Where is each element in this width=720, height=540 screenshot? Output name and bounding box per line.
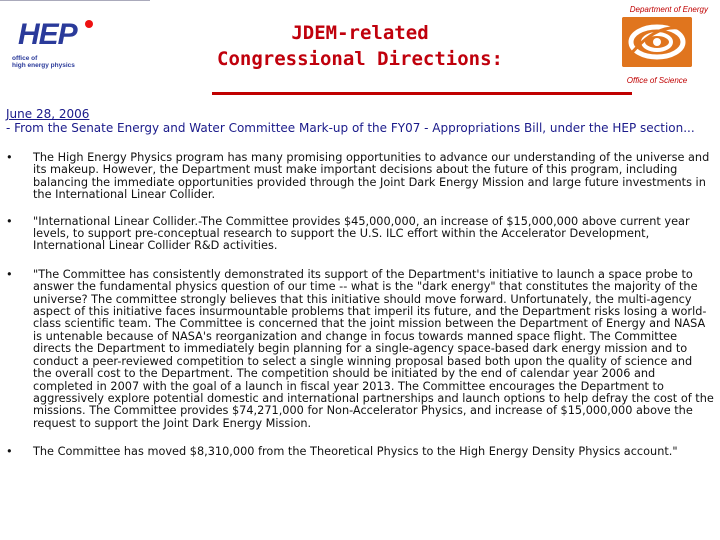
page-title [180, 20, 540, 72]
title-underline [212, 92, 632, 95]
bullet-text: The Committee has moved $8,310,000 from the Theoretical Physics to the High Energy Density Physics account." [33, 445, 678, 459]
office-of-science-logo [622, 17, 692, 67]
title-line-2: Congressional Directions: [217, 48, 503, 70]
bullet-icon: • [6, 267, 13, 281]
hep-logo [8, 14, 98, 70]
list-item [6, 446, 714, 458]
list-item [6, 216, 714, 253]
hep-logo-subtitle: office of high energy physics [12, 55, 75, 69]
top-rule [0, 0, 150, 1]
doe-label: Department of Energy [629, 5, 708, 14]
title-line-1: JDEM-related [291, 22, 429, 44]
hep-logo-text: HEP [18, 18, 77, 51]
office-of-science-label: Office of Science [626, 76, 688, 85]
bullet-text: "International Linear Collider.-The Committee provides $45,000,000, an increase of $15,000,000 above current year levels, to support pre-conceptual research to support the U.S. ILC effort within the Accelerator Development, International Linear Collider R&D activities. [33, 214, 690, 253]
bullet-icon: • [6, 151, 13, 164]
date-line: June 28, 2006 [6, 107, 90, 121]
bullet-icon: • [6, 445, 13, 459]
bullet-list [6, 152, 714, 459]
list-item [6, 269, 714, 430]
hep-logo-dot [85, 20, 93, 28]
bullet-text: The High Energy Physics program has many promising opportunities to advance our understanding of the universe and its makeup. However, the Department must make important decisions about the future of this program, including balancing the immediate opportunities provided through the Joint Dark Energy Mission and large future investments in the International Linear Collider. [33, 151, 710, 202]
list-item [6, 152, 714, 202]
source-line: - From the Senate Energy and Water Committee Mark-up of the FY07 - Appropriations Bill, under the HEP section... [6, 121, 695, 135]
bullet-icon: • [6, 214, 13, 228]
bullet-text: "The Committee has consistently demonstrated its support of the Department's initiative to launch a space probe to answer the fundamental physics question of our time -- what is the "dark energy" that constitutes the majority of the universe? The committee strongly believes that this initiative should move forward. Unfortunately, the multi-agency aspect of this initiative faces insurmountable problems that imperil its future, and the Department risks losing a world-class scientific team. The Committee is concerned that the joint mission between the Department of Energy and NASA is untenable because of NASA's reorganization and change in focus towards manned space flight. The Committee directs the Department to immediately begin planning for a single-agency space-based dark energy mission and to conduct a peer-reviewed competition to select a single winning proposal based both upon the quality of science and the overall cost to the Department. The competition should be initiated by the end of calendar year 2006 and completed in 2007 with the goal of a launch in fiscal year 2013. The Committee encourages the Department to aggressively explore potential domestic and international partnerships and launch options to help defray the cost of the missions. The Committee provides $74,271,000 for Non-Accelerator Physics, and increase of $15,000,000 above the request to support the Joint Dark Energy Mission. [33, 267, 714, 430]
